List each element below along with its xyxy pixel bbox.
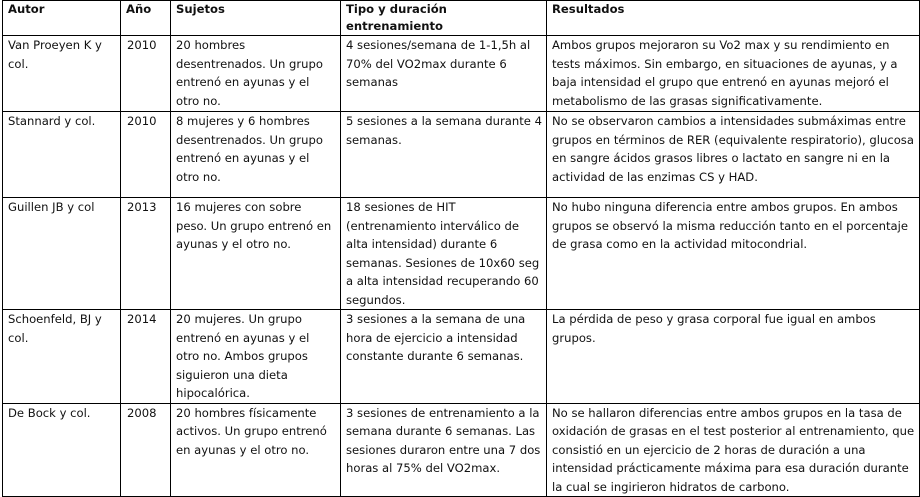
header-anio: Año: [121, 1, 171, 36]
cell-sujetos: 20 hombres desentrenados. Un grupo entrenó en ayunas y el otro no.: [171, 36, 341, 112]
cell-resultados: La pérdida de peso y grasa corporal fue igual en ambos grupos.: [547, 310, 920, 404]
cell-autor: Guillen JB y col: [3, 198, 121, 310]
cell-tipo: 3 sesiones a la semana de una hora de ejercicio a intensidad constante durante 6 semanas.: [341, 310, 547, 404]
cell-anio: 2013: [121, 198, 171, 310]
table-row: [3, 310, 920, 404]
table-row: [3, 36, 920, 112]
cell-anio: 2010: [121, 36, 171, 112]
header-row: [3, 1, 920, 36]
cell-sujetos: 20 hombres físicamente activos. Un grupo entrenó en ayunas y el otro no.: [171, 403, 341, 497]
cell-sujetos: 8 mujeres y 6 hombres desentrenados. Un grupo entrenó en ayunas y el otro no.: [171, 112, 341, 198]
cell-anio: 2010: [121, 112, 171, 198]
cell-resultados: No se hallaron diferencias entre ambos grupos en la tasa de oxidación de grasas en el test posterior al entrenamiento, que consistió en un ejercicio de 2 horas de duración a una intensidad prácticamente máxima para esa duración durante la cual se ingirieron hidratos de carbono.: [547, 403, 920, 497]
table-row: [3, 198, 920, 310]
cell-autor: Stannard y col.: [3, 112, 121, 198]
table-row: [3, 112, 920, 198]
cell-tipo: 5 sesiones a la semana durante 4 semanas.: [341, 112, 547, 198]
cell-tipo: 4 sesiones/semana de 1-1,5h al 70% del VO2max durante 6 semanas: [341, 36, 547, 112]
header-autor: Autor: [3, 1, 121, 36]
header-resultados: Resultados: [547, 1, 920, 36]
header-sujetos: Sujetos: [171, 1, 341, 36]
cell-autor: De Bock y col.: [3, 403, 121, 497]
studies-table: [2, 0, 920, 497]
cell-autor: Schoenfeld, BJ y col.: [3, 310, 121, 404]
header-tipo: Tipo y duración entrenamiento: [341, 1, 547, 36]
cell-tipo: 3 sesiones de entrenamiento a la semana durante 6 semanas. Las sesiones duraron entre una 7 dos horas al 75% del VO2max.: [341, 403, 547, 497]
table-row: [3, 403, 920, 497]
cell-autor: Van Proeyen K y col.: [3, 36, 121, 112]
cell-resultados: No hubo ninguna diferencia entre ambos grupos. En ambos grupos se observó la misma reducción tanto en el porcentaje de grasa como en la actividad mitocondrial.: [547, 198, 920, 310]
cell-anio: 2008: [121, 403, 171, 497]
cell-tipo: 18 sesiones de HIT (entrenamiento interválico de alta intensidad) durante 6 semanas. Sesiones de 10x60 seg a alta intensidad recuperando 60 segundos.: [341, 198, 547, 310]
cell-anio: 2014: [121, 310, 171, 404]
cell-sujetos: 20 mujeres. Un grupo entrenó en ayunas y el otro no. Ambos grupos siguieron una dieta hipocalórica.: [171, 310, 341, 404]
cell-sujetos: 16 mujeres con sobre peso. Un grupo entrenó en ayunas y el otro no.: [171, 198, 341, 310]
cell-resultados: No se observaron cambios a intensidades submáximas entre grupos en términos de RER (equivalente respiratorio), glucosa en sangre ácidos grasos libres o lactato en sangre ni en la actividad de las enzimas CS y HAD.: [547, 112, 920, 198]
cell-resultados: Ambos grupos mejoraron su Vo2 max y su rendimiento en tests máximos. Sin embargo, en situaciones de ayunas, y a baja intensidad el grupo que entrenó en ayunas mejoró el metabolismo de las grasas significativamente.: [547, 36, 920, 112]
